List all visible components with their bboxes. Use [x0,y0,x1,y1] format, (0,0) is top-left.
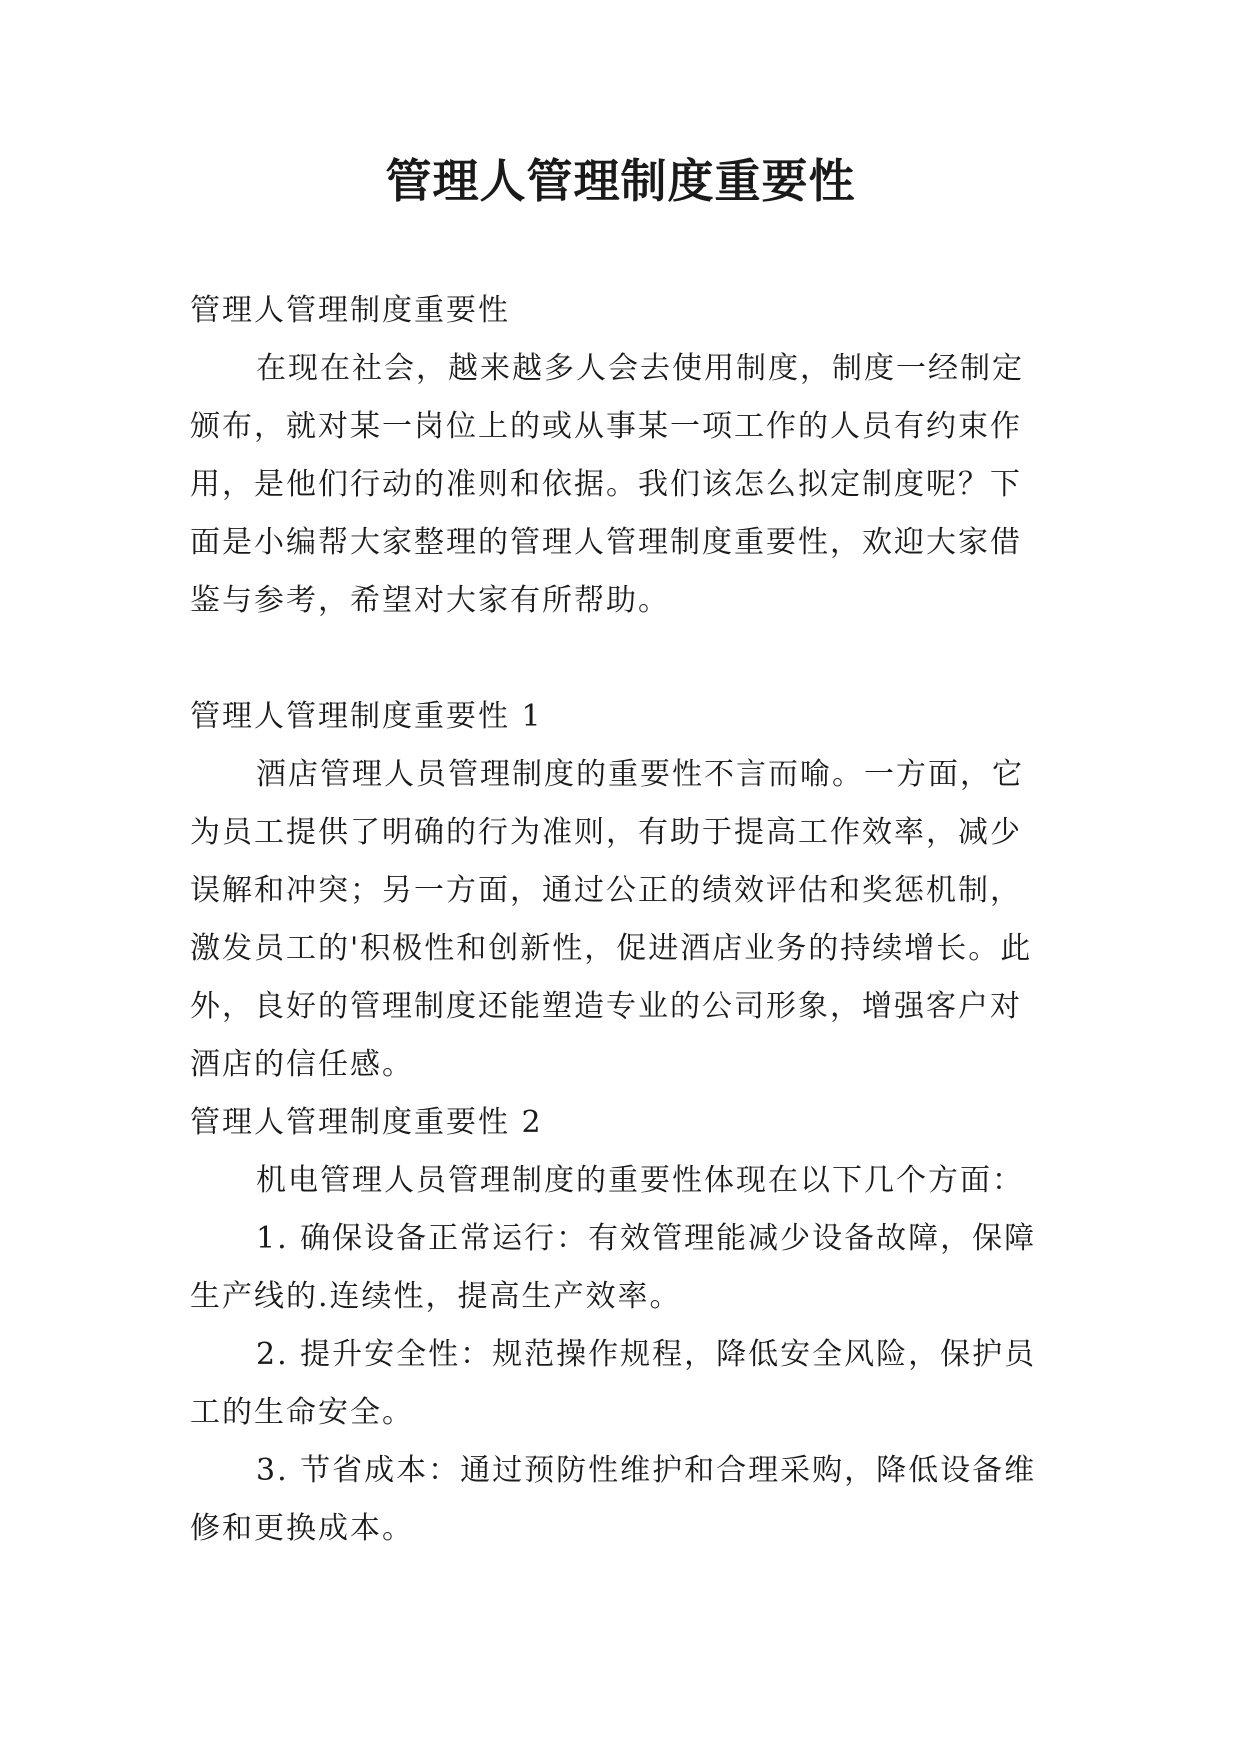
section-1-paragraph: 酒店管理人员管理制度的重要性不言而喻。一方面，它为员工提供了明确的行为准则，有助于提高工作效率，减少误解和冲突；另一方面，通过公正的绩效评估和奖惩机制，激发员工的'积极性和创新性，促进酒店业务的持续增长。此外，良好的管理制度还能塑造专业的公司形象，增强客户对酒店的信任感。 [190,757,1033,1082]
section-2-item-3: 3. 节省成本：通过预防性维护和合理采购，降低设备维修和更换成本。 [190,1453,1037,1546]
intro-paragraph: 在现在社会，越来越多人会去使用制度，制度一经制定颁布，就对某一岗位上的或从事某一项工作的人员有约束作用，是他们行动的准则和依据。我们该怎么拟定制度呢？下面是小编帮大家整理的管理人管理制度重要性，欢迎大家借鉴与参考，希望对大家有所帮助。 [190,351,1024,618]
document-body [190,282,1050,1558]
intro-heading: 管理人管理制度重要性 [190,293,510,328]
section-1-heading: 管理人管理制度重要性 1 [190,699,543,734]
section-2-item-1: 1. 确保设备正常运行：有效管理能减少设备故障，保障生产线的.连续性，提高生产效率。 [190,1221,1037,1314]
section-2-item-2: 2. 提升安全性：规范操作规程，降低安全风险，保护员工的生命安全。 [190,1337,1037,1430]
document-title: 管理人管理制度重要性 [385,154,856,208]
section-2-intro: 机电管理人员管理制度的重要性体现在以下几个方面： [256,1163,1024,1198]
section-2-heading: 管理人管理制度重要性 2 [190,1105,543,1140]
